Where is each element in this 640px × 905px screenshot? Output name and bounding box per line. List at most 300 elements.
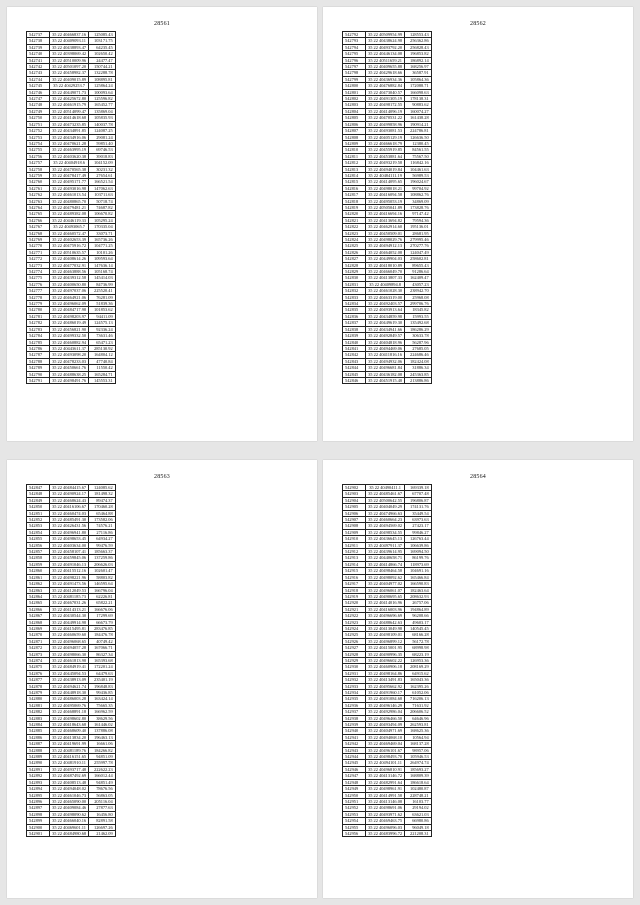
row-amount: 196848.83 — [89, 683, 116, 689]
table-row — [27, 256, 116, 262]
row-code: 35 22 40479481.21 — [50, 204, 89, 210]
row-amount: 196806.87 — [405, 497, 432, 503]
table-row — [27, 504, 116, 510]
row-amount: 238942.70 — [405, 288, 432, 294]
table-row — [27, 638, 116, 644]
row-amount: 84736.99 — [89, 281, 116, 287]
row-id: 542741 — [27, 57, 50, 63]
row-id: 542865 — [27, 600, 50, 606]
row-id: 542953 — [343, 811, 366, 817]
row-code: 35 22 40474966.63 — [366, 510, 405, 516]
row-amount: 96049.18 — [405, 824, 432, 830]
row-amount: 124087.25 — [89, 128, 116, 134]
row-code: 35 22 40439614.95 — [366, 549, 405, 555]
table-row — [343, 754, 432, 760]
row-id: 542826 — [343, 249, 366, 255]
row-id: 542828 — [343, 262, 366, 268]
row-id: 542819 — [343, 204, 366, 210]
row-amount: 264974.74 — [405, 760, 432, 766]
row-amount: 103171.75 — [89, 38, 116, 44]
table-row — [343, 606, 432, 612]
row-id: 542949 — [343, 786, 366, 792]
row-amount: 99704.92 — [405, 185, 432, 191]
row-id: 542945 — [343, 760, 366, 766]
row-amount: 140037.78 — [89, 121, 116, 127]
row-code: 35 22 40490411.1 — [366, 485, 405, 491]
page-title: 28563 — [154, 474, 170, 480]
row-code: 35 22 40404049.29 — [366, 504, 405, 510]
row-code: 35 22 40404818.96 — [366, 339, 405, 345]
row-code: 35 22 40496466.50 — [366, 715, 405, 721]
row-id: 542844 — [343, 365, 366, 371]
table-row — [27, 301, 116, 307]
row-code: 35 22 40499332.50 — [50, 333, 89, 339]
table-row — [343, 333, 432, 339]
table-row — [27, 670, 116, 676]
table-row — [27, 523, 116, 529]
table-row — [27, 230, 116, 236]
row-id: 542758 — [27, 166, 50, 172]
row-amount: 30231.32 — [89, 166, 116, 172]
table-row — [27, 830, 116, 836]
row-amount: 178138.31 — [405, 96, 432, 102]
row-code: 35 22 40495053.19 — [366, 198, 405, 204]
row-amount: 56172.78 — [405, 638, 432, 644]
row-id: 542817 — [343, 192, 366, 198]
row-id: 542881 — [27, 702, 50, 708]
row-id: 542871 — [27, 638, 50, 644]
row-amount: 208169.29 — [405, 664, 432, 670]
row-amount: 262593.81 — [405, 722, 432, 728]
row-id: 542824 — [343, 237, 366, 243]
table-row — [27, 172, 116, 178]
table-row — [343, 497, 432, 503]
table-row — [343, 371, 432, 377]
row-code: 35 22 40419691.99 — [50, 741, 89, 747]
row-id: 542818 — [343, 198, 366, 204]
row-amount: 71631.92 — [405, 702, 432, 708]
row-code: 35 22 40434859.98 — [366, 313, 405, 319]
row-code: 35 22 40486019.49 — [50, 320, 89, 326]
table-row — [343, 64, 432, 70]
row-id: 542863 — [27, 587, 50, 593]
row-code: 35 22 40484415.67 — [50, 485, 89, 491]
row-amount: 68166.28 — [405, 632, 432, 638]
row-id: 542785 — [27, 339, 50, 345]
row-code: 35 22 40493219.58 — [366, 160, 405, 166]
row-code: 35 22 40488638.25 — [50, 371, 89, 377]
row-id: 542791 — [27, 377, 50, 383]
table-row — [27, 237, 116, 243]
table-row — [27, 166, 116, 172]
table-row — [27, 811, 116, 817]
row-id: 542788 — [27, 358, 50, 364]
row-code: 35 22 40510635.57 — [50, 249, 89, 255]
row-code: 35 22 40426431.56 — [50, 523, 89, 529]
row-amount: 65464.88 — [89, 510, 116, 516]
table-row — [343, 185, 432, 191]
row-amount: 213886.86 — [405, 377, 432, 383]
row-id: 542822 — [343, 224, 366, 230]
page-title: 28561 — [154, 21, 170, 27]
data-table — [342, 31, 432, 384]
table-row — [343, 179, 432, 185]
row-code: 35 22 40439312.58 — [50, 275, 89, 281]
row-id: 542888 — [27, 747, 50, 753]
row-code: 35 22 40493494.09 — [366, 722, 405, 728]
row-id: 542941 — [343, 734, 366, 740]
row-id: 542896 — [27, 798, 50, 804]
row-amount: 47740.84 — [89, 358, 116, 364]
row-code: 35 22 40495069.76 — [50, 702, 89, 708]
row-code: 35 22 40491960.17 — [366, 690, 405, 696]
row-code: 35 22 40440658.71 — [366, 555, 405, 561]
row-amount: 58803.82 — [89, 574, 116, 580]
row-id: 542790 — [27, 371, 50, 377]
table-row — [27, 313, 116, 319]
row-amount: 140545.45 — [405, 625, 432, 631]
row-id: 542813 — [343, 166, 366, 172]
table-row — [343, 728, 432, 734]
row-code: 35 22 40456821.90 — [50, 326, 89, 332]
row-code: 35 22 40481189.76 — [50, 747, 89, 753]
table-row — [27, 632, 116, 638]
row-amount: 31886.34 — [405, 365, 432, 371]
row-id: 542756 — [27, 153, 50, 159]
row-code: 35 22 40438893.47 — [50, 44, 89, 50]
row-amount: 66673.79 — [89, 619, 116, 625]
row-amount: 162395.26 — [405, 683, 432, 689]
table-row — [343, 377, 432, 383]
table-row — [343, 301, 432, 307]
row-code: 35 22 40446119.33 — [50, 217, 89, 223]
table-row — [343, 709, 432, 715]
row-amount: 172201.24 — [89, 664, 116, 670]
table-row — [27, 581, 116, 587]
table-row — [343, 204, 432, 210]
table-row — [343, 619, 432, 625]
table-row — [27, 38, 116, 44]
row-amount: 75567.50 — [405, 153, 432, 159]
table-row — [27, 224, 116, 230]
row-code: 35 22 40505041.89 — [366, 204, 405, 210]
row-code: 35 22 40414991.58 — [366, 792, 405, 798]
table-row — [27, 497, 116, 503]
table-row — [343, 147, 432, 153]
row-code: 35 22 40498493.70 — [366, 754, 405, 760]
row-code: 35 22 40496146.29 — [366, 702, 405, 708]
table-row — [27, 485, 116, 491]
row-id: 542830 — [343, 275, 366, 281]
row-code: 35 22 40415495.81 — [50, 625, 89, 631]
row-id: 542868 — [27, 619, 50, 625]
row-id: 542816 — [343, 185, 366, 191]
row-amount: 16103.77 — [405, 798, 432, 804]
row-amount: 195136.01 — [405, 224, 432, 230]
row-amount: 173828.76 — [405, 204, 432, 210]
row-amount: 26757.06 — [405, 600, 432, 606]
row-id: 542913 — [343, 555, 366, 561]
row-amount: 43057.23 — [405, 281, 432, 287]
row-amount: 165466.84 — [405, 574, 432, 580]
table-row — [343, 593, 432, 599]
row-id: 542802 — [343, 96, 366, 102]
row-id: 542936 — [343, 702, 366, 708]
table-row — [27, 269, 116, 275]
row-amount: 56287.96 — [405, 339, 432, 345]
row-code: 35 22 40496062.09 — [50, 301, 89, 307]
row-id: 542807 — [343, 128, 366, 134]
row-code: 35 22 40443611.37 — [50, 345, 89, 351]
table-row — [27, 121, 116, 127]
row-code: 35 22 40449914.98 — [50, 619, 89, 625]
table-row — [343, 243, 432, 249]
row-id: 542922 — [343, 613, 366, 619]
row-amount: 99846.27 — [405, 529, 432, 535]
row-amount: 125596.82 — [89, 96, 116, 102]
row-id: 542738 — [27, 38, 50, 44]
row-code: 35 22 40414095.65 — [366, 179, 405, 185]
row-code: 35 22 40409015.89 — [50, 76, 89, 82]
row-code: 35 22 40500642.55 — [366, 497, 405, 503]
row-id: 542820 — [343, 211, 366, 217]
row-amount: 182424.08 — [405, 358, 432, 364]
row-amount: 132288.78 — [89, 70, 116, 76]
table-row — [343, 696, 432, 702]
row-id: 542899 — [27, 818, 50, 824]
row-amount: 146595.64 — [89, 581, 116, 587]
row-amount: 89474.37 — [89, 497, 116, 503]
table-row — [343, 198, 432, 204]
row-amount: 145553.31 — [89, 377, 116, 383]
table-row — [27, 32, 116, 38]
row-code: 35 22 40488642.63 — [366, 619, 405, 625]
row-amount: 124575.13 — [89, 320, 116, 326]
table-row — [27, 294, 116, 300]
row-code: 35 22 40414096.19 — [366, 108, 405, 114]
row-amount: 166962.59 — [89, 709, 116, 715]
table-row — [343, 294, 432, 300]
row-amount: 97147.42 — [405, 211, 432, 217]
row-amount: 39018.83 — [89, 153, 116, 159]
row-id: 542921 — [343, 606, 366, 612]
row-amount: 27877.63 — [89, 805, 116, 811]
row-code: 35 22 40413834.20 — [50, 734, 89, 740]
table-row — [27, 657, 116, 663]
row-id: 542797 — [343, 64, 366, 70]
row-amount: 64235.45 — [89, 44, 116, 50]
row-code: 35 22 40414618.68 — [50, 115, 89, 121]
row-id: 542829 — [343, 269, 366, 275]
row-code: 35 22 40498029.76 — [366, 237, 405, 243]
table-row — [27, 365, 116, 371]
row-id: 542835 — [343, 307, 366, 313]
row-code: 35 22 40494912.13 — [366, 243, 405, 249]
row-code: 35 22 40458982.37 — [50, 70, 89, 76]
row-id: 542801 — [343, 89, 366, 95]
row-id: 542918 — [343, 587, 366, 593]
row-code: 35 22 40414016.96 — [366, 600, 405, 606]
table-row — [27, 96, 116, 102]
row-amount: 196024.67 — [405, 179, 432, 185]
row-code: 35 22 40462914.60 — [366, 224, 405, 230]
row-id: 542884 — [27, 722, 50, 728]
row-code: 35 22 40413146.08 — [366, 798, 405, 804]
table-row — [27, 51, 116, 57]
row-amount: 98957.06 — [405, 747, 432, 753]
table-row — [27, 664, 116, 670]
row-amount: 279995.46 — [405, 237, 432, 243]
row-id: 542838 — [343, 326, 366, 332]
table-row — [27, 625, 116, 631]
row-code: 35 22 40448918.30 — [50, 690, 89, 696]
table-row — [27, 709, 116, 715]
row-id: 542882 — [27, 709, 50, 715]
row-id: 542803 — [343, 102, 366, 108]
table-row — [27, 792, 116, 798]
row-id: 542943 — [343, 747, 366, 753]
row-amount: 166796.04 — [89, 587, 116, 593]
row-amount: 35449.54 — [405, 510, 432, 516]
row-id: 542923 — [343, 619, 366, 625]
row-amount: 128553.43 — [405, 32, 432, 38]
row-code: 35 22 40496899.12 — [366, 638, 405, 644]
row-id: 542906 — [343, 510, 366, 516]
table-row — [343, 632, 432, 638]
row-code: 35 22 40460906.18 — [366, 664, 405, 670]
row-amount: 170335.04 — [89, 224, 116, 230]
row-code: 35 22 40455919.85 — [366, 147, 405, 153]
row-amount: 62226.81 — [89, 593, 116, 599]
row-code: 35 22 40463319.00 — [366, 294, 405, 300]
row-amount: 165452.77 — [89, 102, 116, 108]
row-code: 35 22 40491046.13 — [50, 561, 89, 567]
row-id: 542752 — [27, 128, 50, 134]
table-row — [343, 830, 432, 836]
row-id: 542869 — [27, 625, 50, 631]
row-id: 542743 — [27, 70, 50, 76]
row-amount: 99476.59 — [89, 542, 116, 548]
table-row — [343, 89, 432, 95]
row-amount: 170460.28 — [89, 504, 116, 510]
row-id: 542800 — [343, 83, 366, 89]
row-id: 542757 — [27, 160, 50, 166]
row-code: 35 22 40511659.21 — [366, 57, 405, 63]
table-row — [343, 824, 432, 830]
table-row — [343, 51, 432, 57]
row-code: 35 22 40412049.53 — [50, 587, 89, 593]
table-row — [343, 307, 432, 313]
page-title: 28564 — [470, 474, 486, 480]
table-row — [27, 824, 116, 830]
row-code: 35 22 40489382.08 — [50, 211, 89, 217]
row-amount: 181498.32 — [89, 491, 116, 497]
row-code: 35 22 40485491.30 — [50, 517, 89, 523]
row-amount: 166590.83 — [405, 581, 432, 587]
row-amount: 68998.98 — [405, 645, 432, 651]
row-amount: 126697.26 — [89, 824, 116, 830]
table-row — [343, 262, 432, 268]
row-code: 35 22 40498221.96 — [50, 574, 89, 580]
row-code: 35 22 40496061.07 — [366, 587, 405, 593]
row-code: 35 22 40498092.62 — [366, 574, 405, 580]
row-id: 542933 — [343, 683, 366, 689]
row-id: 542948 — [343, 779, 366, 785]
row-id: 542777 — [27, 288, 50, 294]
row-amount: 126763.44 — [405, 536, 432, 542]
row-code: 35 22 40436934.36 — [366, 76, 405, 82]
table-row — [343, 510, 432, 516]
row-id: 542794 — [343, 44, 366, 50]
row-code: 35 22 40510009.96 — [50, 57, 89, 63]
row-code: 35 22 40470531.22 — [366, 115, 405, 121]
row-id: 542823 — [343, 230, 366, 236]
table-row — [343, 517, 432, 523]
row-id: 542940 — [343, 728, 366, 734]
row-amount: 164804.12 — [89, 352, 116, 358]
table-row — [27, 102, 116, 108]
table-row — [27, 333, 116, 339]
row-id: 542854 — [27, 529, 50, 535]
row-amount: 69746.53 — [89, 147, 116, 153]
row-amount: 160074.27 — [405, 108, 432, 114]
row-code: 35 22 40498090.62 — [50, 811, 89, 817]
row-id: 542768 — [27, 230, 50, 236]
table-row — [343, 76, 432, 82]
table-row — [343, 166, 432, 172]
row-id: 542859 — [27, 561, 50, 567]
row-amount: 10564.94 — [405, 734, 432, 740]
row-amount: 166676.06 — [89, 606, 116, 612]
table-row — [343, 702, 432, 708]
row-code: 35 22 40496941.80 — [50, 529, 89, 535]
table-row — [27, 89, 116, 95]
row-id: 542845 — [343, 371, 366, 377]
row-id: 542846 — [343, 377, 366, 383]
row-id: 542866 — [27, 606, 50, 612]
row-amount: 105168.74 — [89, 269, 116, 275]
row-code: 35 22 40405129.19 — [366, 134, 405, 140]
row-id: 542766 — [27, 217, 50, 223]
row-amount: 135869.04 — [89, 108, 116, 114]
row-amount: 283476.85 — [89, 625, 116, 631]
row-amount: 196463.13 — [89, 734, 116, 740]
table-row — [343, 140, 432, 146]
row-id: 542919 — [343, 593, 366, 599]
row-id: 542932 — [343, 677, 366, 683]
row-id: 542737 — [27, 32, 50, 38]
row-amount: 285130.92 — [89, 345, 116, 351]
row-code: 35 22 40483996.72 — [366, 830, 405, 836]
row-code: 35 22 40487492.69 — [50, 773, 89, 779]
row-id: 542939 — [343, 722, 366, 728]
row-amount: 165736.26 — [89, 237, 116, 243]
row-code: 35 22 40459845.06 — [50, 555, 89, 561]
table-row — [343, 269, 432, 275]
row-id: 542954 — [343, 818, 366, 824]
row-amount: 126953.36 — [405, 657, 432, 663]
row-amount: 63621.03 — [405, 811, 432, 817]
row-id: 542861 — [27, 574, 50, 580]
row-id: 542815 — [343, 179, 366, 185]
row-amount: 125085.43 — [89, 32, 116, 38]
table-row — [343, 485, 432, 491]
row-code: 35 22 40498203.97 — [50, 313, 89, 319]
row-code: 35 22 40416106.67 — [50, 504, 89, 510]
row-code: 35 22 40509954.99 — [366, 32, 405, 38]
row-code: 35 22 40491084.68 — [366, 696, 405, 702]
table-row — [27, 728, 116, 734]
